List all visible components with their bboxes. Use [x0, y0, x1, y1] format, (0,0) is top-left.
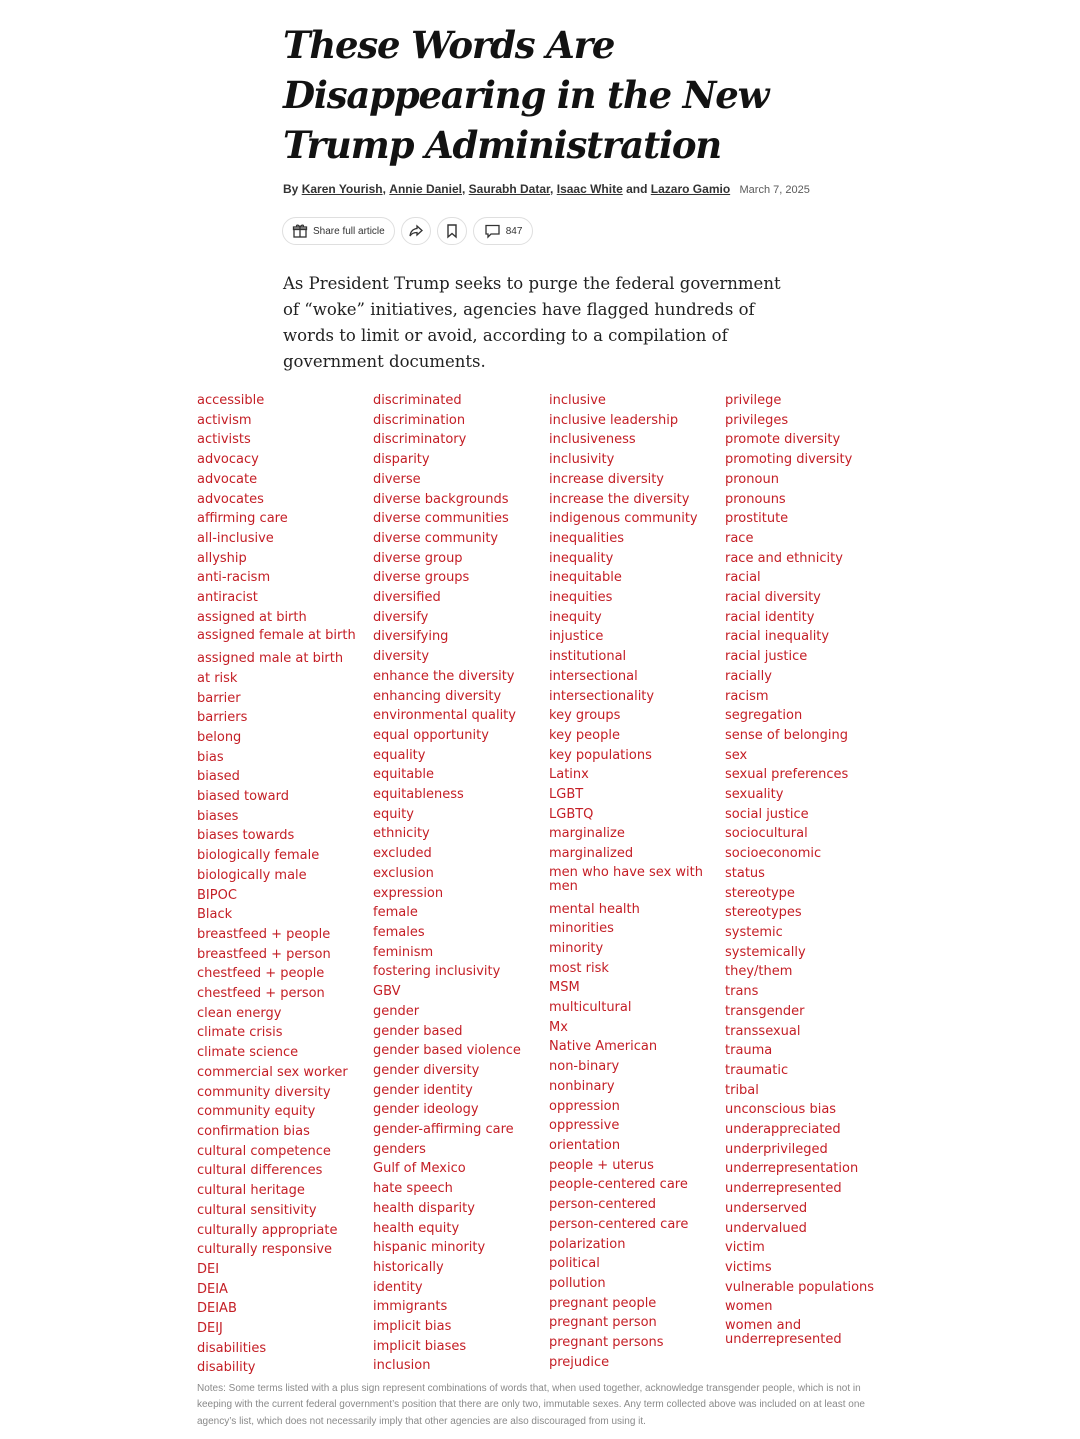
word-item: they/them — [725, 964, 793, 980]
word-item: all-inclusive — [197, 530, 274, 546]
word-item: gender — [373, 1003, 420, 1019]
word-item: advocate — [197, 471, 258, 487]
word-item: DEIAB — [197, 1301, 237, 1317]
article-toolbar — [282, 216, 533, 246]
word-item: pronoun — [725, 471, 779, 487]
share-full-article-button[interactable] — [282, 217, 395, 245]
word-item: racial diversity — [725, 590, 821, 606]
word-item: person-centered — [549, 1197, 657, 1213]
word-item: race and ethnicity — [725, 550, 843, 566]
word-item: GBV — [373, 984, 401, 1000]
word-item: systemic — [725, 924, 783, 940]
word-item: racism — [725, 688, 769, 704]
word-item: allyship — [197, 550, 247, 566]
word-item: assigned female at birth — [197, 628, 356, 644]
bookmark-icon — [444, 223, 460, 239]
word-item: diverse backgrounds — [373, 491, 509, 507]
word-item: hispanic minority — [373, 1240, 486, 1256]
word-item: accessible — [197, 393, 265, 408]
bookmark-button[interactable] — [437, 217, 467, 245]
word-item: inequitable — [549, 570, 622, 586]
word-item: Latinx — [549, 767, 589, 783]
word-item: oppression — [549, 1098, 620, 1114]
byline-prefix: By — [283, 182, 299, 196]
word-item: victim — [725, 1240, 765, 1256]
word-item: environmental quality — [373, 708, 516, 724]
word-item: community equity — [197, 1104, 316, 1120]
word-item: diversified — [373, 590, 441, 606]
word-item: chestfeed + people — [197, 966, 325, 982]
comments-button[interactable] — [473, 217, 534, 245]
author-link[interactable]: Saurabh Datar — [468, 182, 551, 196]
word-item: enhance the diversity — [373, 668, 515, 684]
word-item: inequality — [549, 550, 614, 566]
word-item: inclusion — [373, 1358, 431, 1374]
word-item: Mx — [549, 1019, 568, 1035]
word-item: advocates — [197, 491, 264, 507]
word-item: indigenous community — [549, 511, 698, 527]
word-item: intersectional — [549, 668, 638, 684]
word-item: increase diversity — [549, 471, 665, 487]
word-item: sexual preferences — [725, 767, 849, 783]
word-item: climate crisis — [197, 1025, 283, 1041]
word-item: injustice — [549, 629, 604, 645]
word-item: confirmation bias — [197, 1124, 310, 1139]
word-item: health equity — [373, 1220, 460, 1236]
word-item: disabilities — [197, 1340, 267, 1356]
word-item: culturally responsive — [197, 1242, 333, 1258]
word-item: advocacy — [197, 452, 259, 468]
word-item: promote diversity — [725, 432, 841, 448]
word-item: equal opportunity — [373, 727, 489, 743]
word-item: Native American — [549, 1039, 658, 1055]
word-item: stereotypes — [725, 905, 802, 921]
word-item: female — [373, 905, 418, 921]
word-item: key populations — [549, 747, 652, 763]
word-item: enhancing diversity — [373, 688, 502, 704]
word-item: immigrants — [373, 1299, 448, 1315]
word-item: pregnant person — [549, 1315, 657, 1331]
byline: By Karen Yourish, Annie Daniel, Saurabh Datar, Isaac White and Lazaro Gamio March 7, 2025 — [283, 182, 810, 196]
word-item: women — [725, 1299, 773, 1315]
word-item: barriers — [197, 710, 248, 726]
word-item: equity — [373, 806, 414, 822]
word-item: people-centered care — [549, 1177, 688, 1193]
word-item: inclusiveness — [549, 432, 636, 448]
share-button[interactable] — [401, 217, 431, 245]
word-item: institutional — [549, 649, 627, 665]
word-item: assigned male at birth — [197, 651, 344, 667]
word-item: chestfeed + person — [197, 986, 325, 1002]
word-item: disability — [197, 1360, 256, 1376]
word-item: implicit biases — [373, 1338, 467, 1354]
word-item: biased — [197, 769, 240, 785]
word-item: men who have sex with men — [549, 864, 703, 894]
word-item: diverse — [373, 471, 421, 487]
word-item: equitableness — [373, 787, 464, 803]
word-item: bias — [197, 749, 224, 765]
word-item: equitable — [373, 767, 435, 783]
word-item: underserved — [725, 1200, 808, 1216]
headline: These Words Are Disappearing in the New Trump Administration — [283, 23, 769, 167]
word-item: pregnant people — [549, 1295, 657, 1311]
word-item: orientation — [549, 1138, 621, 1153]
word-item: diverse community — [373, 530, 499, 546]
word-column — [197, 391, 367, 1378]
word-item: Gulf of Mexico — [373, 1161, 466, 1177]
word-item: biologically male — [197, 867, 307, 883]
word-item: underrepresentation — [725, 1161, 859, 1177]
word-item: gender based — [373, 1023, 463, 1039]
word-item: biologically female — [197, 848, 320, 864]
word-item: status — [725, 865, 765, 881]
word-item: inequalities — [549, 530, 625, 546]
word-item: inequity — [549, 609, 602, 625]
word-item: key groups — [549, 708, 621, 724]
word-item: expression — [373, 885, 444, 901]
word-item: breastfeed + person — [197, 946, 331, 962]
word-item: racial justice — [725, 649, 808, 665]
author-link[interactable]: Isaac White — [556, 182, 623, 196]
word-item: cultural heritage — [197, 1183, 305, 1199]
word-item: sexuality — [725, 787, 784, 803]
word-item: unconscious bias — [725, 1102, 837, 1118]
word-item: nonbinary — [549, 1078, 615, 1094]
author-link[interactable]: Annie Daniel — [389, 182, 462, 196]
gift-icon — [292, 223, 308, 239]
word-item: cultural competence — [197, 1143, 331, 1159]
author-link[interactable]: Karen Yourish — [301, 182, 383, 196]
word-item: transgender — [725, 1003, 805, 1019]
word-item: disparity — [373, 452, 430, 468]
word-item: sex — [725, 747, 748, 763]
word-item: breastfeed + people — [197, 926, 331, 942]
word-item: activists — [197, 432, 251, 448]
word-item: anti-racism — [197, 570, 271, 586]
word-item: DEI — [197, 1261, 220, 1277]
word-item: pollution — [549, 1275, 606, 1291]
word-item: assigned at birth — [197, 609, 307, 625]
share-label: Share full article — [313, 225, 385, 237]
word-item: genders — [373, 1141, 426, 1157]
word-item: fostering inclusivity — [373, 964, 501, 980]
word-item: mental health — [549, 901, 640, 917]
word-item: multicultural — [549, 1000, 632, 1016]
word-item: belong — [197, 729, 242, 745]
word-item: discriminatory — [373, 432, 467, 448]
word-item: racial identity — [725, 609, 815, 625]
word-item: race — [725, 530, 754, 546]
word-item: MSM — [549, 980, 580, 996]
word-item: DEIA — [197, 1281, 228, 1297]
word-item: gender identity — [373, 1082, 473, 1098]
word-item: gender-affirming care — [373, 1122, 514, 1138]
word-item: at risk — [197, 670, 238, 686]
word-item: marginalize — [549, 826, 625, 842]
word-item: antiracist — [197, 590, 258, 606]
word-item: biased toward — [197, 789, 290, 805]
word-item: sense of belonging — [725, 727, 848, 743]
word-column — [373, 391, 543, 1376]
word-item: BIPOC — [197, 887, 237, 903]
word-item: tribal — [725, 1082, 759, 1098]
word-item: discriminated — [373, 393, 462, 408]
word-item: traumatic — [725, 1062, 789, 1078]
word-item: equality — [373, 747, 426, 763]
word-item: gender ideology — [373, 1102, 479, 1118]
word-item: underrepresented — [725, 1181, 842, 1197]
word-item: health disparity — [373, 1200, 475, 1216]
word-item: transsexual — [725, 1023, 801, 1039]
word-item: marginalized — [549, 846, 634, 862]
word-item: minorities — [549, 921, 614, 937]
notes: Notes: Some terms listed with a plus sign represent combinations of words that, when used together, acknowledge transgender people, which is not in keeping with the current federal government’s position that there are only two, immutable sexes. Any term collected above was included on at least one agency’s list, which does not necessarily imply that other agencies are also discouraged from using it. — [197, 1383, 865, 1427]
word-item: diversity — [373, 649, 430, 665]
word-item: gender diversity — [373, 1062, 480, 1078]
word-item: socioeconomic — [725, 846, 822, 862]
word-item: identity — [373, 1279, 423, 1295]
word-item: undervalued — [725, 1220, 807, 1236]
word-item: non-binary — [549, 1059, 620, 1075]
word-item: sociocultural — [725, 826, 808, 842]
share-arrow-icon — [408, 223, 424, 239]
comment-icon — [484, 223, 501, 239]
word-item: commercial sex worker — [197, 1064, 348, 1080]
word-item: culturally appropriate — [197, 1222, 338, 1238]
word-column — [549, 391, 719, 1372]
word-item: privilege — [725, 393, 782, 408]
word-item: feminism — [373, 944, 434, 960]
word-item: inequities — [549, 590, 613, 606]
word-item: hate speech — [373, 1181, 453, 1197]
word-item: promoting diversity — [725, 452, 853, 468]
word-item: implicit bias — [373, 1319, 452, 1335]
word-item: racially — [725, 668, 772, 684]
word-item: biases — [197, 808, 239, 824]
word-item: racial — [725, 570, 761, 586]
word-item: inclusive leadership — [549, 412, 679, 428]
word-item: person-centered care — [549, 1216, 689, 1232]
word-item: climate science — [197, 1045, 299, 1061]
word-item: racial inequality — [725, 629, 830, 645]
word-item: intersectionality — [549, 688, 655, 704]
word-item: people + uterus — [549, 1157, 654, 1173]
word-item: gender based violence — [373, 1043, 521, 1059]
word-item: diverse group — [373, 550, 463, 566]
word-item: activism — [197, 412, 252, 428]
word-item: victims — [725, 1259, 772, 1275]
word-item: diversify — [373, 609, 429, 625]
word-item: Black — [197, 907, 233, 923]
word-column — [725, 391, 895, 1353]
byline-and: and — [626, 182, 648, 196]
word-item: social justice — [725, 806, 809, 822]
word-item: inclusive — [549, 393, 606, 408]
author-link[interactable]: Lazaro Gamio — [650, 182, 731, 196]
word-item: oppressive — [549, 1118, 620, 1134]
word-item: vulnerable populations — [725, 1279, 875, 1295]
word-item: LGBTQ — [549, 806, 594, 822]
word-item: trauma — [725, 1043, 773, 1059]
word-item: increase the diversity — [549, 491, 690, 507]
word-item: polarization — [549, 1236, 626, 1252]
word-item: pronouns — [725, 491, 786, 507]
word-item: privileges — [725, 412, 789, 428]
comments-count: 847 — [505, 225, 523, 237]
word-item: biases towards — [197, 828, 295, 844]
intro-paragraph: As President Trump seeks to purge the federal government of “woke” initiatives, agencies have flagged hundreds of words to limit or avoid, according to a compilation of government documents. — [283, 274, 781, 371]
word-item: clean energy — [197, 1005, 282, 1021]
word-item: minority — [549, 940, 604, 956]
word-item: underprivileged — [725, 1141, 828, 1157]
word-item: LGBT — [549, 787, 584, 803]
word-item: historically — [373, 1259, 444, 1275]
word-item: most risk — [549, 960, 609, 976]
publish-date: March 7, 2025 — [739, 184, 810, 196]
word-item: diverse groups — [373, 570, 470, 586]
word-item: prostitute — [725, 511, 789, 527]
word-item: stereotype — [725, 885, 795, 901]
word-item: systemically — [725, 944, 806, 960]
word-item: ethnicity — [373, 826, 430, 842]
word-item: prejudice — [549, 1354, 610, 1370]
word-item: community diversity — [197, 1084, 331, 1100]
word-item: DEIJ — [197, 1321, 223, 1337]
word-item: cultural sensitivity — [197, 1202, 317, 1218]
word-item: exclusion — [373, 865, 434, 881]
word-item: inclusivity — [549, 452, 615, 468]
word-item: discrimination — [373, 412, 466, 428]
word-item: cultural differences — [197, 1163, 323, 1179]
word-item: key people — [549, 727, 620, 743]
word-item: barrier — [197, 690, 241, 706]
word-item: females — [373, 924, 425, 940]
word-item: women and underrepresented — [725, 1318, 842, 1348]
word-item: diverse communities — [373, 511, 509, 527]
word-item: political — [549, 1256, 600, 1272]
word-item: diversifying — [373, 629, 449, 645]
word-item: underappreciated — [725, 1122, 841, 1138]
word-item: segregation — [725, 708, 803, 724]
word-item: trans — [725, 984, 759, 1000]
word-item: affirming care — [197, 511, 288, 527]
word-item: excluded — [373, 846, 432, 862]
word-item: pregnant persons — [549, 1335, 664, 1351]
